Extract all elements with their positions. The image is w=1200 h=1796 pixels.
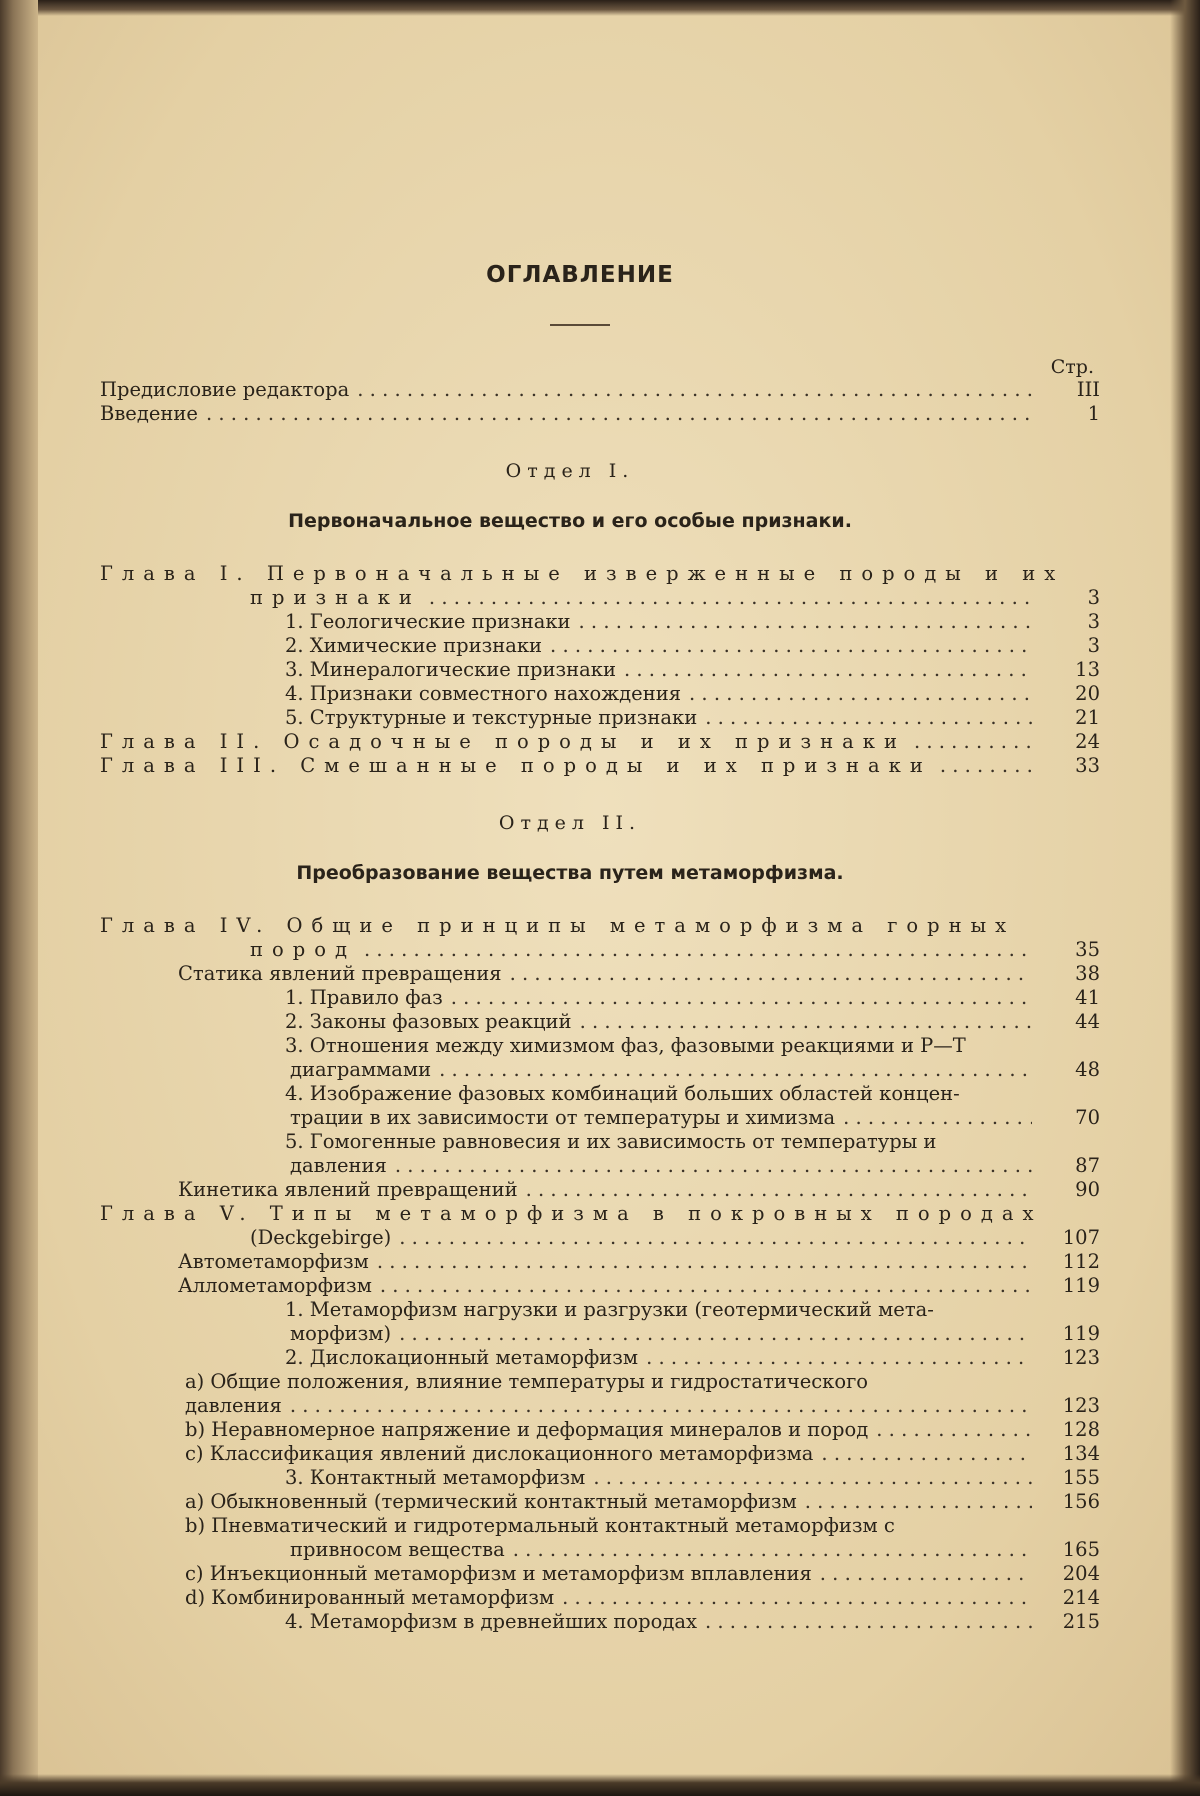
section-heading: Отдел II.	[498, 812, 642, 834]
toc-entry-continued: морфизм) . . . 119	[100, 1322, 1100, 1346]
toc-content	[100, 262, 1100, 1634]
toc-entry: Кинетика явлений превращений . . . 90	[100, 1178, 1100, 1202]
page-edge-left	[0, 0, 38, 1796]
toc-entry: Автометаморфизм . . . 112	[100, 1250, 1100, 1274]
toc-entry: 3. Минералогические признаки . . . 13	[100, 658, 1100, 682]
toc-entry: b) Пневматический и гидротермальный контактный метаморфизм с	[185, 1514, 895, 1537]
toc-entry: 2. Химические признаки . . . 3	[100, 634, 1100, 658]
chapter-entry-continued: пород . . . 35	[100, 938, 1100, 962]
toc-entry: 1. Правило фаз . . . 41	[100, 986, 1100, 1010]
toc-entry: 2. Дислокационный метаморфизм . . . 123	[100, 1346, 1100, 1370]
toc-entry: 4. Признаки совместного нахождения . . . 20	[100, 682, 1100, 706]
toc-entry: 5. Гомогенные равновесия и их зависимость от температуры и	[285, 1130, 937, 1153]
toc-entry: 4. Метаморфизм в древнейших породах . . . 215	[100, 1610, 1100, 1634]
toc-entry: d) Комбинированный метаморфизм . . . 214	[100, 1586, 1100, 1610]
toc-entry: 4. Изображение фазовых комбинаций больших областей концен-	[285, 1082, 960, 1105]
chapter-entry: Глава I. Первоначальные изверженные породы и их	[100, 562, 1065, 585]
section-heading: Отдел I.	[505, 460, 635, 482]
chapter-entry-continued: признаки . . . 3	[100, 586, 1100, 610]
toc-entry: b) Неравномерное напряжение и деформация минералов и пород . . . 128	[100, 1418, 1100, 1442]
page-edge-bottom	[0, 1774, 1200, 1796]
toc-entry: а) Общие положения, влияние температуры и гидростатического	[185, 1370, 869, 1393]
section-title: Преобразование вещества путем метаморфизма.	[296, 862, 844, 884]
page-column-header: Стр.	[1050, 356, 1094, 378]
chapter-entry: Глава IV. Общие принципы метаморфизма горных	[100, 914, 1016, 937]
chapter-entry-continued: (Deckgebirge) . . . 107	[100, 1226, 1100, 1250]
toc-entry-continued: давления . . . 123	[100, 1394, 1100, 1418]
title-divider	[550, 324, 610, 326]
toc-entry-continued: давления . . . 87	[100, 1154, 1100, 1178]
toc-entry: 1. Геологические признаки . . . 3	[100, 610, 1100, 634]
chapter-entry: Глава II. Осадочные породы и их признаки . . . 24	[100, 730, 1100, 754]
toc-entry-continued: привносом вещества . . . 165	[100, 1538, 1100, 1562]
toc-entry-continued: трации в их зависимости от температуры и химизма . . . 70	[100, 1106, 1100, 1130]
toc-entry: Введение . . . 1	[100, 402, 1100, 426]
toc-entry: a) Обыкновенный (термический контактный метаморфизм . . . 156	[100, 1490, 1100, 1514]
toc-entry: 5. Структурные и текстурные признаки . . . 21	[100, 706, 1100, 730]
toc-entry: 2. Законы фазовых реакций . . . 44	[100, 1010, 1100, 1034]
page-title: ОГЛАВЛЕНИЕ	[486, 262, 674, 288]
toc-entry: Статика явлений превращения . . . 38	[100, 962, 1100, 986]
chapter-entry: Глава III. Смешанные породы и их признаки . . . 33	[100, 754, 1100, 778]
toc-entry: 3. Контактный метаморфизм . . . 155	[100, 1466, 1100, 1490]
toc-entry-continued: диаграммами . . . 48	[100, 1058, 1100, 1082]
page-edge-top	[0, 0, 1200, 16]
section-title: Первоначальное вещество и его особые признаки.	[288, 510, 852, 532]
chapter-entry: Глава V. Типы метаморфизма в покровных породах	[100, 1202, 1043, 1225]
toc-entry: Аллометаморфизм . . . 119	[100, 1274, 1100, 1298]
toc-entry: c) Инъекционный метаморфизм и метаморфизм вплавления . . . 204	[100, 1562, 1100, 1586]
toc-entry: 1. Метаморфизм нагрузки и разгрузки (геотермический мета-	[285, 1298, 934, 1321]
toc-entry: Предисловие редактора . . . III	[100, 378, 1100, 402]
toc-entry: c) Классификация явлений дислокационного метаморфизма . . . 134	[100, 1442, 1100, 1466]
toc-entry: 3. Отношения между химизмом фаз, фазовыми реакциями и P—T	[285, 1034, 966, 1057]
page-edge-right	[1170, 0, 1200, 1796]
